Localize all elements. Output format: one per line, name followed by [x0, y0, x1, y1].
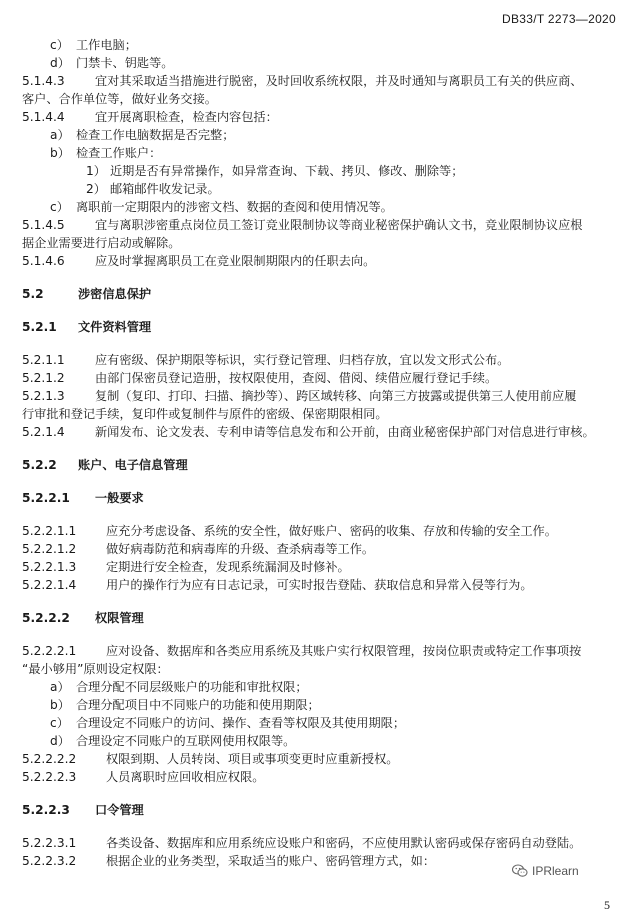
clause-text: 定期进行安全检查，发现系统漏洞及时修补。: [106, 560, 350, 574]
list-item: [22, 126, 622, 144]
clause: [22, 834, 622, 852]
list-item-text: 离职前一定期限内的涉密文档、数据的查阅和使用情况等。: [76, 200, 393, 214]
clause-number: 5.1.4.4: [22, 110, 65, 124]
clause-text: 做好病毒防范和病毒库的升级、查杀病毒等工作。: [106, 542, 375, 556]
clause-text: 宜与离职涉密重点岗位员工签订竞业限制协议等商业秘密保护确认文书，竞业限制协议应根: [95, 218, 583, 232]
section-title: 一般要求: [95, 491, 144, 505]
list-item-label: 2）: [86, 182, 106, 196]
clause: [22, 252, 622, 270]
clause-text: 新闻发布、论文发表、专利申请等信息发布和公开前，由商业秘密保护部门对信息进行审核。: [95, 425, 595, 439]
clause-number: 5.1.4.5: [22, 218, 65, 232]
clause-number: 5.2.1.3: [22, 389, 65, 403]
clause-number: 5.2.2.2.3: [22, 770, 77, 784]
clause-text: 权限到期、人员转岗、项目或事项变更时应重新授权。: [106, 752, 399, 766]
list-item-text: 合理分配不同层级账户的功能和审批权限；: [76, 680, 308, 694]
clause-text: 应对设备、数据库和各类应用系统及其账户实行权限管理，按岗位职责或特定工作事项按: [106, 644, 582, 658]
clause-number: 5.2.2.2.1: [22, 644, 77, 658]
page-number: 5: [604, 898, 610, 912]
list-item-label: a）: [50, 128, 70, 142]
list-item: [22, 714, 622, 732]
list-item: [22, 732, 622, 750]
clause-number: 5.2.1.4: [22, 425, 65, 439]
list-item: [22, 696, 622, 714]
clause-text: 宜对其采取适当措施进行脱密，及时回收系统权限，并及时通知与离职员工有关的供应商、: [95, 74, 583, 88]
list-item-label: c）: [50, 38, 69, 52]
clause: [22, 369, 622, 387]
section-number: 5.2.2: [22, 458, 57, 472]
clause-text: 应及时掌握离职员工在竞业限制期限内的任职去向。: [95, 254, 376, 268]
section-title: 账户、电子信息管理: [78, 458, 188, 472]
clause-number: 5.2.2.1.1: [22, 524, 77, 538]
list-item-text: 检查工作电脑数据是否完整；: [76, 128, 235, 142]
section-number: 5.2.2.3: [22, 803, 70, 817]
clause: [22, 642, 622, 660]
clause-number: 5.2.2.2.2: [22, 752, 77, 766]
clause: [22, 540, 622, 558]
clause-number: 5.2.1.2: [22, 371, 65, 385]
list-item-text: 邮箱邮件收发记录。: [110, 182, 220, 196]
section-number: 5.2: [22, 287, 44, 301]
wechat-icon: [512, 864, 528, 878]
watermark: [512, 864, 579, 878]
clause: [22, 750, 622, 768]
section-title: 文件资料管理: [78, 320, 152, 334]
section-heading: [22, 456, 622, 474]
list-item: [22, 54, 622, 72]
clause-number: 5.2.1.1: [22, 353, 65, 367]
clause-text: 根据企业的业务类型，采取适当的账户、密码管理方式，如：: [106, 854, 436, 868]
section-heading: [22, 609, 622, 627]
list-item: [22, 180, 622, 198]
watermark-text: IPRlearn: [532, 864, 579, 878]
list-item: [22, 36, 622, 54]
list-item-label: d）: [50, 56, 70, 70]
clause-text: 应有密级、保护期限等标识，实行登记管理、归档存放，宜以发文形式公布。: [95, 353, 510, 367]
clause: [22, 522, 622, 540]
section-number: 5.2.1: [22, 320, 57, 334]
section-heading: [22, 801, 622, 819]
clause-number: 5.2.2.3.1: [22, 836, 77, 850]
list-item-text: 近期是否有异常操作，如异常查询、下载、拷贝、修改、删除等；: [110, 164, 464, 178]
clause-text: 由部门保密员登记造册，按权限使用，查阅、借阅、续借应履行登记手续。: [95, 371, 498, 385]
clause: [22, 108, 622, 126]
clause-number: 5.2.2.3.2: [22, 854, 77, 868]
clause: [22, 387, 622, 405]
list-item-label: b）: [50, 146, 70, 160]
list-item-label: c）: [50, 200, 69, 214]
clause-number: 5.2.2.1.3: [22, 560, 77, 574]
clause-text: 宜开展离职检查，检查内容包括：: [95, 110, 278, 124]
clause: [22, 351, 622, 369]
section-title: 口令管理: [95, 803, 144, 817]
clause-number: 5.2.2.1.4: [22, 578, 77, 592]
clause-number: 5.1.4.6: [22, 254, 65, 268]
section-title: 权限管理: [95, 611, 144, 625]
list-item-text: 合理设定不同账户的互联网使用权限等。: [76, 734, 296, 748]
clause: [22, 576, 622, 594]
section-number: 5.2.2.2: [22, 611, 70, 625]
clause: [22, 216, 622, 234]
paragraph-continuation: “最小够用”原则设定权限：: [22, 662, 169, 676]
list-item: [22, 198, 622, 216]
clause-text: 复制（复印、打印、扫描、摘抄等）、跨区域转移、向第三方披露或提供第三人使用前应履: [95, 389, 577, 403]
clause-text: 人员离职时应回收相应权限。: [106, 770, 265, 784]
paragraph-continuation: 行审批和登记手续，复印件或复制件与原件的密级、保密期限相同。: [22, 407, 388, 421]
section-heading: [22, 489, 622, 507]
list-item-label: a）: [50, 680, 70, 694]
list-item: [22, 144, 622, 162]
document-body: [22, 36, 622, 870]
clause: [22, 558, 622, 576]
list-item-label: d）: [50, 734, 70, 748]
list-item: [22, 162, 622, 180]
clause: [22, 423, 622, 441]
list-item-text: 工作电脑；: [76, 38, 137, 52]
clause-text: 用户的操作行为应有日志记录，可实时报告登陆、获取信息和异常入侵等行为。: [106, 578, 533, 592]
list-item-text: 门禁卡、钥匙等。: [76, 56, 174, 70]
paragraph-continuation: 据企业需要进行启动或解除。: [22, 236, 181, 250]
list-item: [22, 678, 622, 696]
list-item-text: 合理设定不同账户的访问、操作、查看等权限及其使用期限；: [76, 716, 406, 730]
list-item-label: b）: [50, 698, 70, 712]
clause-text: 应充分考虑设备、系统的安全性，做好账户、密码的收集、存放和传输的安全工作。: [106, 524, 557, 538]
section-number: 5.2.2.1: [22, 491, 70, 505]
list-item-text: 检查工作账户：: [76, 146, 162, 160]
list-item-label: c）: [50, 716, 69, 730]
section-heading: [22, 285, 622, 303]
clause-text: 各类设备、数据库和应用系统应设账户和密码，不应使用默认密码或保存密码自动登陆。: [106, 836, 582, 850]
clause-number: 5.1.4.3: [22, 74, 65, 88]
paragraph-continuation: 客户、合作单位等，做好业务交接。: [22, 92, 217, 106]
clause: [22, 72, 622, 90]
clause-number: 5.2.2.1.2: [22, 542, 77, 556]
clause: [22, 768, 622, 786]
document-id: DB33/T 2273—2020: [502, 12, 616, 26]
list-item-text: 合理分配项目中不同账户的功能和使用期限；: [76, 698, 320, 712]
list-item-label: 1）: [86, 164, 106, 178]
section-heading: [22, 318, 622, 336]
section-title: 涉密信息保护: [78, 287, 152, 301]
